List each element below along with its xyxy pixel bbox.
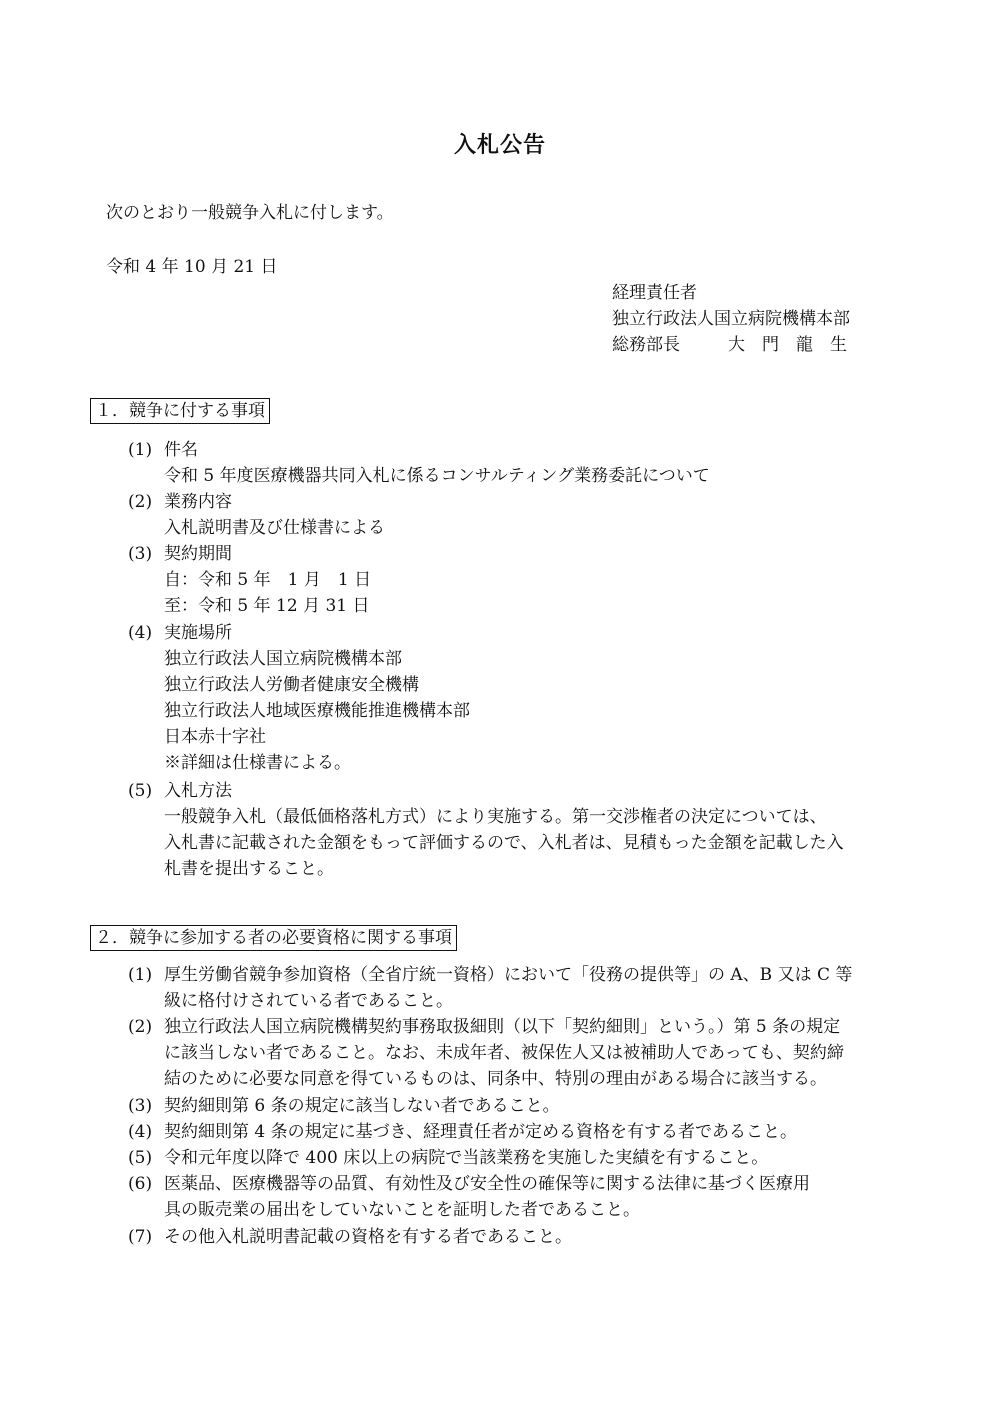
issuer-organization: 独立行政法人国立病院機構本部 <box>612 309 850 329</box>
intro-text: 次のとおり一般競争入札に付します。 <box>106 203 394 223</box>
item-line: その他入札説明書記載の資格を有する者であること。 <box>164 1227 572 1247</box>
section2-item-2 <box>128 1014 918 1092</box>
item-number: (1) <box>128 440 153 460</box>
item-line: 医薬品、医療機器等の品質、有効性及び安全性の確保等に関する法律に基づく医療用 <box>164 1174 810 1194</box>
section1-item-2 <box>128 489 918 541</box>
item-number: (7) <box>128 1227 153 1247</box>
item-label: 入札方法 <box>164 781 232 801</box>
item-number: (2) <box>128 492 153 512</box>
item-label: 実施場所 <box>164 623 232 643</box>
item-line: 自：令和 5 年 1 月 1 日 <box>164 570 372 590</box>
item-line: 令和元年度以降で 400 床以上の病院で当該業務を実施した実績を有すること。 <box>164 1148 769 1168</box>
item-line: 具の販売業の届出をしていないことを証明した者であること。 <box>164 1200 640 1220</box>
section2-item-6 <box>128 1171 918 1223</box>
item-line: 級に格付けされている者であること。 <box>164 991 453 1011</box>
section2-item-3 <box>128 1093 918 1119</box>
item-number: (1) <box>128 965 153 985</box>
section1-heading: １．競争に付する事項 <box>90 398 270 424</box>
item-line: 厚生労働省競争参加資格（全省庁統一資格）において「役務の提供等」の A、B 又は C 等 <box>164 965 853 985</box>
item-line: 契約細則第 6 条の規定に該当しない者であること。 <box>164 1096 560 1116</box>
item-line: 札書を提出すること。 <box>164 859 334 879</box>
item-number: (4) <box>128 1122 153 1142</box>
item-line: 結のために必要な同意を得ているものは、同条中、特別の理由がある場合に該当する。 <box>164 1069 827 1089</box>
item-line: 入札書に記載された金額をもって評価するので、入札者は、見積もった金額を記載した入 <box>164 833 844 853</box>
item-number: (3) <box>128 544 153 564</box>
section2-item-4 <box>128 1119 918 1145</box>
item-number: (5) <box>128 781 153 801</box>
item-line: 独立行政法人国立病院機構契約事務取扱細則（以下「契約細則」という。）第 5 条の規定 <box>164 1017 841 1037</box>
item-number: (2) <box>128 1017 153 1037</box>
item-number: (3) <box>128 1096 153 1116</box>
issuer-role: 経理責任者 <box>612 283 697 303</box>
issuer-position: 総務部長 <box>612 335 680 355</box>
item-line: 入札説明書及び仕様書による <box>164 518 385 538</box>
item-line: 令和 5 年度医療機器共同入札に係るコンサルティング業務委託について <box>164 466 710 486</box>
item-label: 件名 <box>164 440 198 460</box>
section2-item-7 <box>128 1224 918 1250</box>
section2-item-1 <box>128 962 918 1014</box>
item-line: 一般競争入札（最低価格落札方式）により実施する。第一交渉権者の決定については、 <box>164 807 827 827</box>
item-number: (5) <box>128 1148 153 1168</box>
section1-item-1 <box>128 437 918 489</box>
notice-date: 令和 4 年 10 月 21 日 <box>106 257 278 277</box>
item-line: ※詳細は仕様書による。 <box>164 753 351 773</box>
page-title: 入札公告 <box>453 133 546 158</box>
item-line: 独立行政法人地域医療機能推進機構本部 <box>164 701 470 721</box>
issuer-name: 大 門 龍 生 <box>728 335 847 355</box>
item-line: に該当しない者であること。なお、未成年者、被保佐人又は被補助人であっても、契約締 <box>164 1043 844 1063</box>
section1-item-3 <box>128 541 918 619</box>
item-label: 契約期間 <box>164 544 232 564</box>
item-line: 独立行政法人労働者健康安全機構 <box>164 675 419 695</box>
section1-item-5 <box>128 778 918 882</box>
item-line: 契約細則第 4 条の規定に基づき、経理責任者が定める資格を有する者であること。 <box>164 1122 797 1142</box>
section2-heading: ２．競争に参加する者の必要資格に関する事項 <box>90 925 457 951</box>
item-number: (6) <box>128 1174 153 1194</box>
section2-item-5 <box>128 1145 918 1171</box>
item-label: 業務内容 <box>164 492 232 512</box>
item-line: 至：令和 5 年 12 月 31 日 <box>164 596 370 616</box>
item-line: 日本赤十字社 <box>164 727 266 747</box>
section1-item-4 <box>128 620 918 776</box>
item-number: (4) <box>128 623 153 643</box>
item-line: 独立行政法人国立病院機構本部 <box>164 649 402 669</box>
